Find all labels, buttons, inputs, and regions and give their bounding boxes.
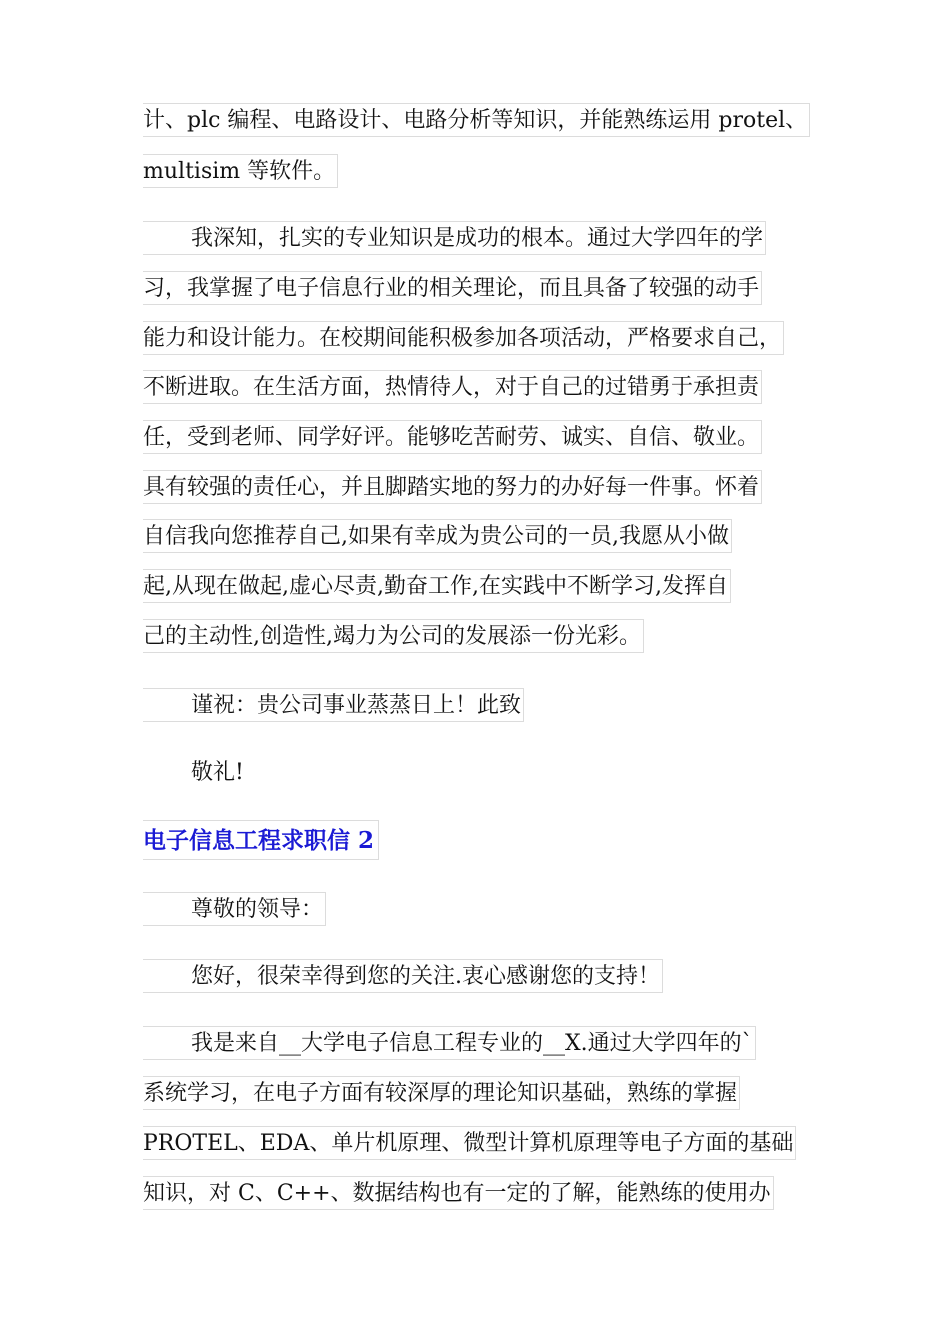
paragraph2-line-2: 习，我掌握了电子信息行业的相关理论，而且具备了较强的动手: [143, 271, 762, 305]
closing-salute: 敬礼!: [191, 760, 244, 785]
paragraph1-line-1: 计、plc 编程、电路设计、电路分析等知识，并能熟练运用 protel、: [143, 103, 810, 137]
paragraph2-line-1: 我深知，扎实的专业知识是成功的根本。通过大学四年的学: [143, 221, 766, 255]
paragraph2-line-7: 自信我向您推荐自己,如果有幸成为贵公司的一员,我愿从小做: [143, 519, 732, 553]
paragraph2-line-6: 具有较强的责任心，并且脚踏实地的努力的办好每一件事。怀着: [143, 470, 762, 504]
paragraph2-line-9: 己的主动性,创造性,竭力为公司的发展添一份光彩。: [143, 619, 644, 653]
section2-greeting: 您好，很荣幸得到您的关注.衷心感谢您的支持！: [143, 959, 663, 993]
section2-intro-line-1: 我是来自__大学电子信息工程专业的__X.通过大学四年的`: [143, 1026, 756, 1060]
closing-wish: 谨祝：贵公司事业蒸蒸日上！此致: [143, 688, 524, 722]
section2-intro-line-3: PROTEL、EDA、单片机原理、微型计算机原理等电子方面的基础: [143, 1126, 796, 1160]
section2-salutation: 尊敬的领导：: [143, 892, 326, 926]
paragraph2-line-3: 能力和设计能力。在校期间能积极参加各项活动，严格要求自己，: [143, 321, 784, 355]
section2-title: 电子信息工程求职信 2: [143, 820, 379, 860]
section2-intro-line-2: 系统学习，在电子方面有较深厚的理论知识基础，熟练的掌握: [143, 1076, 740, 1110]
paragraph1-line-2: multisim 等软件。: [143, 154, 338, 188]
paragraph2-line-4: 不断进取。在生活方面，热情待人，对于自己的过错勇于承担责: [143, 370, 762, 404]
paragraph2-line-5: 任，受到老师、同学好评。能够吃苦耐劳、诚实、自信、敬业。: [143, 420, 762, 454]
paragraph2-line-8: 起,从现在做起,虚心尽责,勤奋工作,在实践中不断学习,发挥自: [143, 569, 731, 603]
section2-intro-line-4: 知识，对 C、C++、数据结构也有一定的了解，能熟练的使用办: [143, 1176, 774, 1210]
